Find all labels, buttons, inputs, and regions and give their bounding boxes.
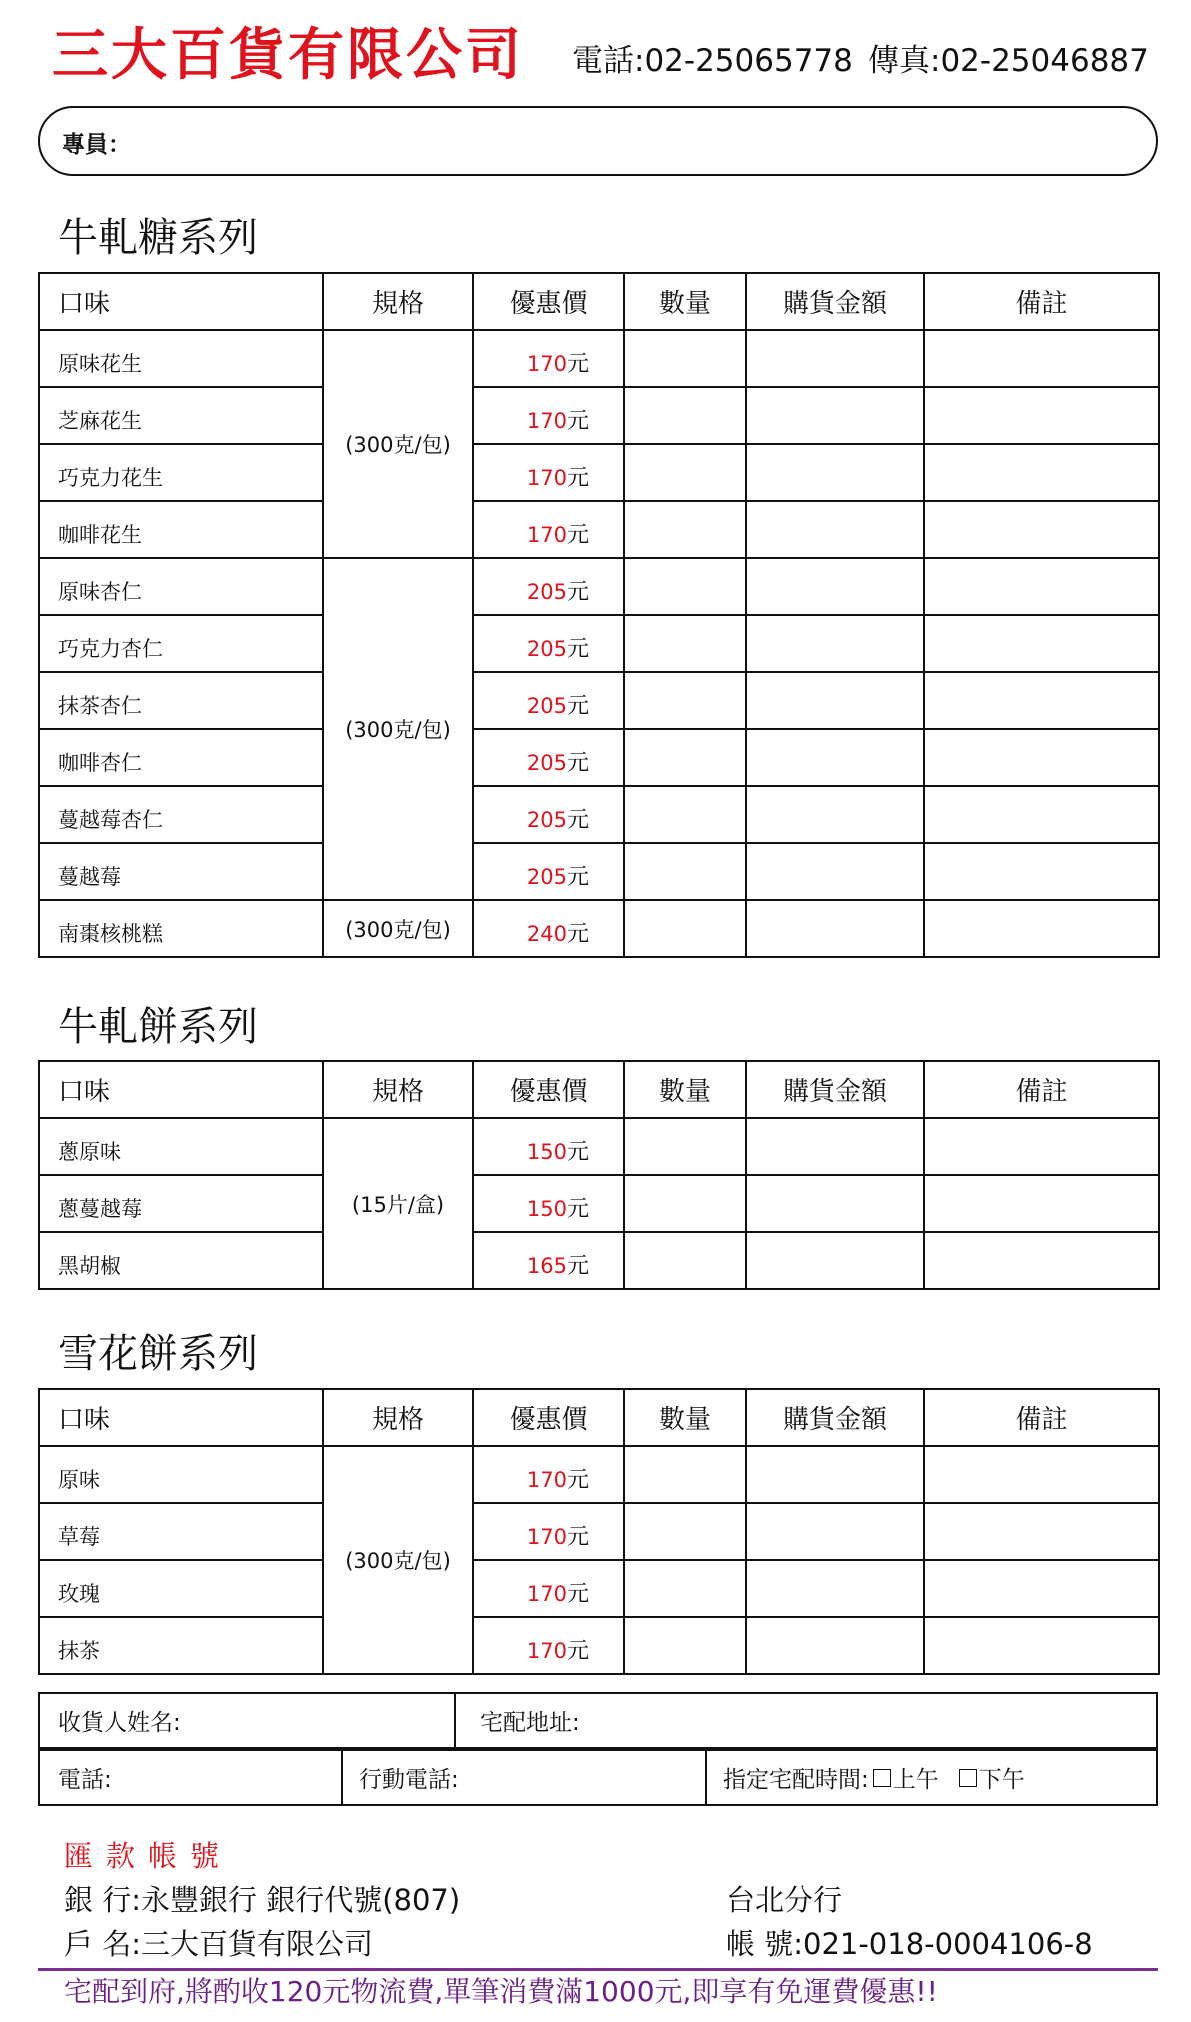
note-input[interactable]	[924, 1617, 1159, 1674]
flavor-name: 草莓	[39, 1503, 323, 1560]
quantity-input[interactable]	[624, 615, 746, 672]
table-row	[39, 330, 1159, 387]
flavor-name: 蔓越莓杏仁	[39, 786, 323, 843]
amount-input[interactable]	[746, 900, 924, 957]
price-unit: 元	[566, 466, 589, 491]
note-input[interactable]	[924, 330, 1159, 387]
amount-input[interactable]	[746, 615, 924, 672]
price-value: 150	[526, 1140, 567, 1164]
am-checkbox[interactable]	[873, 1769, 891, 1787]
mobile-label: 行動電話:	[359, 1767, 459, 1793]
price-value: 170	[526, 1639, 567, 1663]
note-input[interactable]	[924, 900, 1159, 957]
amount-input[interactable]	[746, 330, 924, 387]
price-cell	[473, 1446, 624, 1503]
price-unit: 元	[566, 694, 589, 719]
table-row	[39, 1232, 1159, 1289]
account-name-line: 戶 名:三大百貨有限公司	[64, 1927, 373, 1961]
quantity-input[interactable]	[624, 1560, 746, 1617]
price-unit: 元	[566, 1197, 589, 1222]
price-cell	[473, 786, 624, 843]
price-value: 170	[526, 466, 567, 490]
price-value: 170	[526, 1525, 567, 1549]
price-cell	[473, 1118, 624, 1175]
price-unit: 元	[566, 922, 589, 947]
quantity-input[interactable]	[624, 1232, 746, 1289]
address-label: 宅配地址:	[480, 1710, 580, 1736]
mobile-field[interactable]	[341, 1751, 705, 1804]
note-input[interactable]	[924, 786, 1159, 843]
quantity-input[interactable]	[624, 1175, 746, 1232]
col-qty: 數量	[624, 1061, 746, 1118]
flavor-name: 抹茶	[39, 1617, 323, 1674]
table-row	[39, 501, 1159, 558]
amount-input[interactable]	[746, 1232, 924, 1289]
table-row	[39, 558, 1159, 615]
col-flavor: 口味	[39, 1061, 323, 1118]
price-value: 205	[526, 637, 567, 661]
price-cell	[473, 330, 624, 387]
note-input[interactable]	[924, 501, 1159, 558]
flavor-name: 巧克力花生	[39, 444, 323, 501]
col-note: 備註	[924, 273, 1159, 330]
company-fax: 傳真:02-25046887	[868, 43, 1149, 79]
note-input[interactable]	[924, 387, 1159, 444]
col-note: 備註	[924, 1389, 1159, 1446]
amount-input[interactable]	[746, 558, 924, 615]
receiver-row-2	[38, 1749, 1158, 1806]
table-row	[39, 444, 1159, 501]
table-row	[39, 1175, 1159, 1232]
price-unit: 元	[566, 1468, 589, 1493]
table-header-row	[39, 273, 1159, 330]
amount-input[interactable]	[746, 672, 924, 729]
amount-input[interactable]	[746, 1175, 924, 1232]
price-cell	[473, 843, 624, 900]
table-row	[39, 1617, 1159, 1674]
bank-branch: 台北分行	[726, 1883, 843, 1917]
receiver-name-label: 收貨人姓名:	[58, 1710, 181, 1736]
quantity-input[interactable]	[624, 444, 746, 501]
flavor-name: 咖啡杏仁	[39, 729, 323, 786]
amount-input[interactable]	[746, 444, 924, 501]
table-header-row	[39, 1389, 1159, 1446]
sales-rep-label: 專員：	[62, 132, 131, 158]
flavor-name: 原味杏仁	[39, 558, 323, 615]
phone-label: 電話:	[58, 1767, 112, 1793]
price-cell	[473, 1560, 624, 1617]
note-input[interactable]	[924, 1175, 1159, 1232]
table-row	[39, 843, 1159, 900]
snowflake-series-title: 雪花餅系列	[58, 1331, 258, 1377]
price-value: 205	[526, 580, 567, 604]
flavor-name: 玫瑰	[39, 1560, 323, 1617]
price-unit: 元	[566, 1639, 589, 1664]
company-name: 三大百貨有限公司	[52, 23, 524, 88]
delivery-time-label: 指定宅配時間:	[723, 1767, 869, 1793]
flavor-name: 原味	[39, 1446, 323, 1503]
table-row	[39, 1560, 1159, 1617]
am-label: 上午	[892, 1767, 939, 1793]
quantity-input[interactable]	[624, 729, 746, 786]
quantity-input[interactable]	[624, 1446, 746, 1503]
table-row	[39, 1118, 1159, 1175]
col-spec: 規格	[323, 273, 473, 330]
col-price: 優惠價	[473, 1389, 624, 1446]
bank-account-title: 匯款帳號	[64, 1839, 233, 1873]
price-cell	[473, 387, 624, 444]
price-value: 170	[526, 1582, 567, 1606]
company-phone: 電話:02-25065778	[572, 43, 853, 79]
quantity-input[interactable]	[624, 672, 746, 729]
price-value: 170	[526, 1468, 567, 1492]
nougat-series-title: 牛軋糖系列	[58, 215, 258, 261]
flavor-name: 蔓越莓	[39, 843, 323, 900]
flavor-name: 南棗核桃糕	[39, 900, 323, 957]
price-value: 170	[526, 523, 567, 547]
price-unit: 元	[566, 1140, 589, 1165]
note-input[interactable]	[924, 843, 1159, 900]
price-unit: 元	[566, 352, 589, 377]
amount-input[interactable]	[746, 843, 924, 900]
price-cell	[473, 615, 624, 672]
price-value: 205	[526, 865, 567, 889]
quantity-input[interactable]	[624, 558, 746, 615]
receiver-row-1	[38, 1692, 1158, 1749]
quantity-input[interactable]	[624, 786, 746, 843]
flavor-name: 蔥蔓越莓	[39, 1175, 323, 1232]
note-input[interactable]	[924, 444, 1159, 501]
bank-name-line: 銀 行:永豐銀行 銀行代號(807)	[64, 1883, 461, 1917]
flavor-name: 蔥原味	[39, 1118, 323, 1175]
flavor-name: 原味花生	[39, 330, 323, 387]
note-input[interactable]	[924, 729, 1159, 786]
price-value: 205	[526, 694, 567, 718]
cookie-order-table	[38, 1060, 1160, 1290]
col-spec: 規格	[323, 1389, 473, 1446]
footer-divider	[38, 1968, 1158, 1971]
table-row	[39, 1446, 1159, 1503]
price-cell	[473, 1503, 624, 1560]
price-unit: 元	[566, 751, 589, 776]
price-unit: 元	[566, 1582, 589, 1607]
amount-input[interactable]	[746, 1446, 924, 1503]
quantity-input[interactable]	[624, 900, 746, 957]
price-value: 170	[526, 352, 567, 376]
delivery-time-field	[705, 1751, 1158, 1804]
col-note: 備註	[924, 1061, 1159, 1118]
col-amount: 購貨金額	[746, 273, 924, 330]
sales-rep-field[interactable]	[38, 106, 1158, 176]
phone-field[interactable]	[40, 1751, 341, 1804]
table-row	[39, 1503, 1159, 1560]
table-header-row	[39, 1061, 1159, 1118]
col-price: 優惠價	[473, 1061, 624, 1118]
note-input[interactable]	[924, 615, 1159, 672]
table-row	[39, 615, 1159, 672]
shipping-note: 宅配到府,將酌收120元物流費,單筆消費滿1000元,即享有免運費優惠!!	[64, 1975, 938, 2008]
quantity-input[interactable]	[624, 1617, 746, 1674]
note-input[interactable]	[924, 1560, 1159, 1617]
price-unit: 元	[566, 580, 589, 605]
table-row	[39, 729, 1159, 786]
spec-cell: (300克/包)	[323, 900, 473, 957]
flavor-name: 黑胡椒	[39, 1232, 323, 1289]
quantity-input[interactable]	[624, 1503, 746, 1560]
snowflake-order-table	[38, 1388, 1160, 1675]
price-unit: 元	[566, 1254, 589, 1279]
price-unit: 元	[566, 637, 589, 662]
flavor-name: 咖啡花生	[39, 501, 323, 558]
quantity-input[interactable]	[624, 330, 746, 387]
table-row	[39, 900, 1159, 957]
price-value: 240	[526, 922, 567, 946]
amount-input[interactable]	[746, 1560, 924, 1617]
price-value: 170	[526, 409, 567, 433]
amount-input[interactable]	[746, 1617, 924, 1674]
price-cell	[473, 900, 624, 957]
amount-input[interactable]	[746, 387, 924, 444]
price-cell	[473, 444, 624, 501]
price-cell	[473, 558, 624, 615]
price-cell	[473, 1232, 624, 1289]
price-value: 150	[526, 1197, 567, 1221]
price-unit: 元	[566, 865, 589, 890]
note-input[interactable]	[924, 672, 1159, 729]
note-input[interactable]	[924, 1446, 1159, 1503]
col-price: 優惠價	[473, 273, 624, 330]
quantity-input[interactable]	[624, 843, 746, 900]
col-amount: 購貨金額	[746, 1061, 924, 1118]
col-flavor: 口味	[39, 273, 323, 330]
price-cell	[473, 501, 624, 558]
col-amount: 購貨金額	[746, 1389, 924, 1446]
price-cell	[473, 1617, 624, 1674]
note-input[interactable]	[924, 1118, 1159, 1175]
table-row	[39, 786, 1159, 843]
price-value: 165	[526, 1254, 567, 1278]
nougat-order-table	[38, 272, 1160, 958]
quantity-input[interactable]	[624, 501, 746, 558]
price-value: 205	[526, 751, 567, 775]
col-flavor: 口味	[39, 1389, 323, 1446]
amount-input[interactable]	[746, 501, 924, 558]
amount-input[interactable]	[746, 786, 924, 843]
quantity-input[interactable]	[624, 387, 746, 444]
price-cell	[473, 672, 624, 729]
amount-input[interactable]	[746, 1118, 924, 1175]
pm-label: 下午	[978, 1767, 1025, 1793]
receiver-name-field[interactable]	[40, 1694, 454, 1747]
spec-cell: (15片/盒)	[323, 1118, 473, 1289]
price-cell	[473, 729, 624, 786]
spec-cell: (300克/包)	[323, 330, 473, 558]
account-number-line: 帳 號:021-018-0004106-8	[726, 1927, 1093, 1961]
spec-cell: (300克/包)	[323, 1446, 473, 1674]
pm-checkbox[interactable]	[959, 1769, 977, 1787]
price-value: 205	[526, 808, 567, 832]
price-unit: 元	[566, 808, 589, 833]
note-input[interactable]	[924, 558, 1159, 615]
note-input[interactable]	[924, 1503, 1159, 1560]
address-field[interactable]	[454, 1694, 1158, 1747]
cookie-series-title: 牛軋餅系列	[58, 1004, 258, 1050]
col-qty: 數量	[624, 1389, 746, 1446]
spec-cell: (300克/包)	[323, 558, 473, 900]
table-row	[39, 672, 1159, 729]
price-unit: 元	[566, 1525, 589, 1550]
price-cell	[473, 1175, 624, 1232]
flavor-name: 巧克力杏仁	[39, 615, 323, 672]
price-unit: 元	[566, 523, 589, 548]
col-spec: 規格	[323, 1061, 473, 1118]
col-qty: 數量	[624, 273, 746, 330]
note-input[interactable]	[924, 1232, 1159, 1289]
price-unit: 元	[566, 409, 589, 434]
flavor-name: 芝麻花生	[39, 387, 323, 444]
table-row	[39, 387, 1159, 444]
quantity-input[interactable]	[624, 1118, 746, 1175]
flavor-name: 抹茶杏仁	[39, 672, 323, 729]
amount-input[interactable]	[746, 1503, 924, 1560]
amount-input[interactable]	[746, 729, 924, 786]
